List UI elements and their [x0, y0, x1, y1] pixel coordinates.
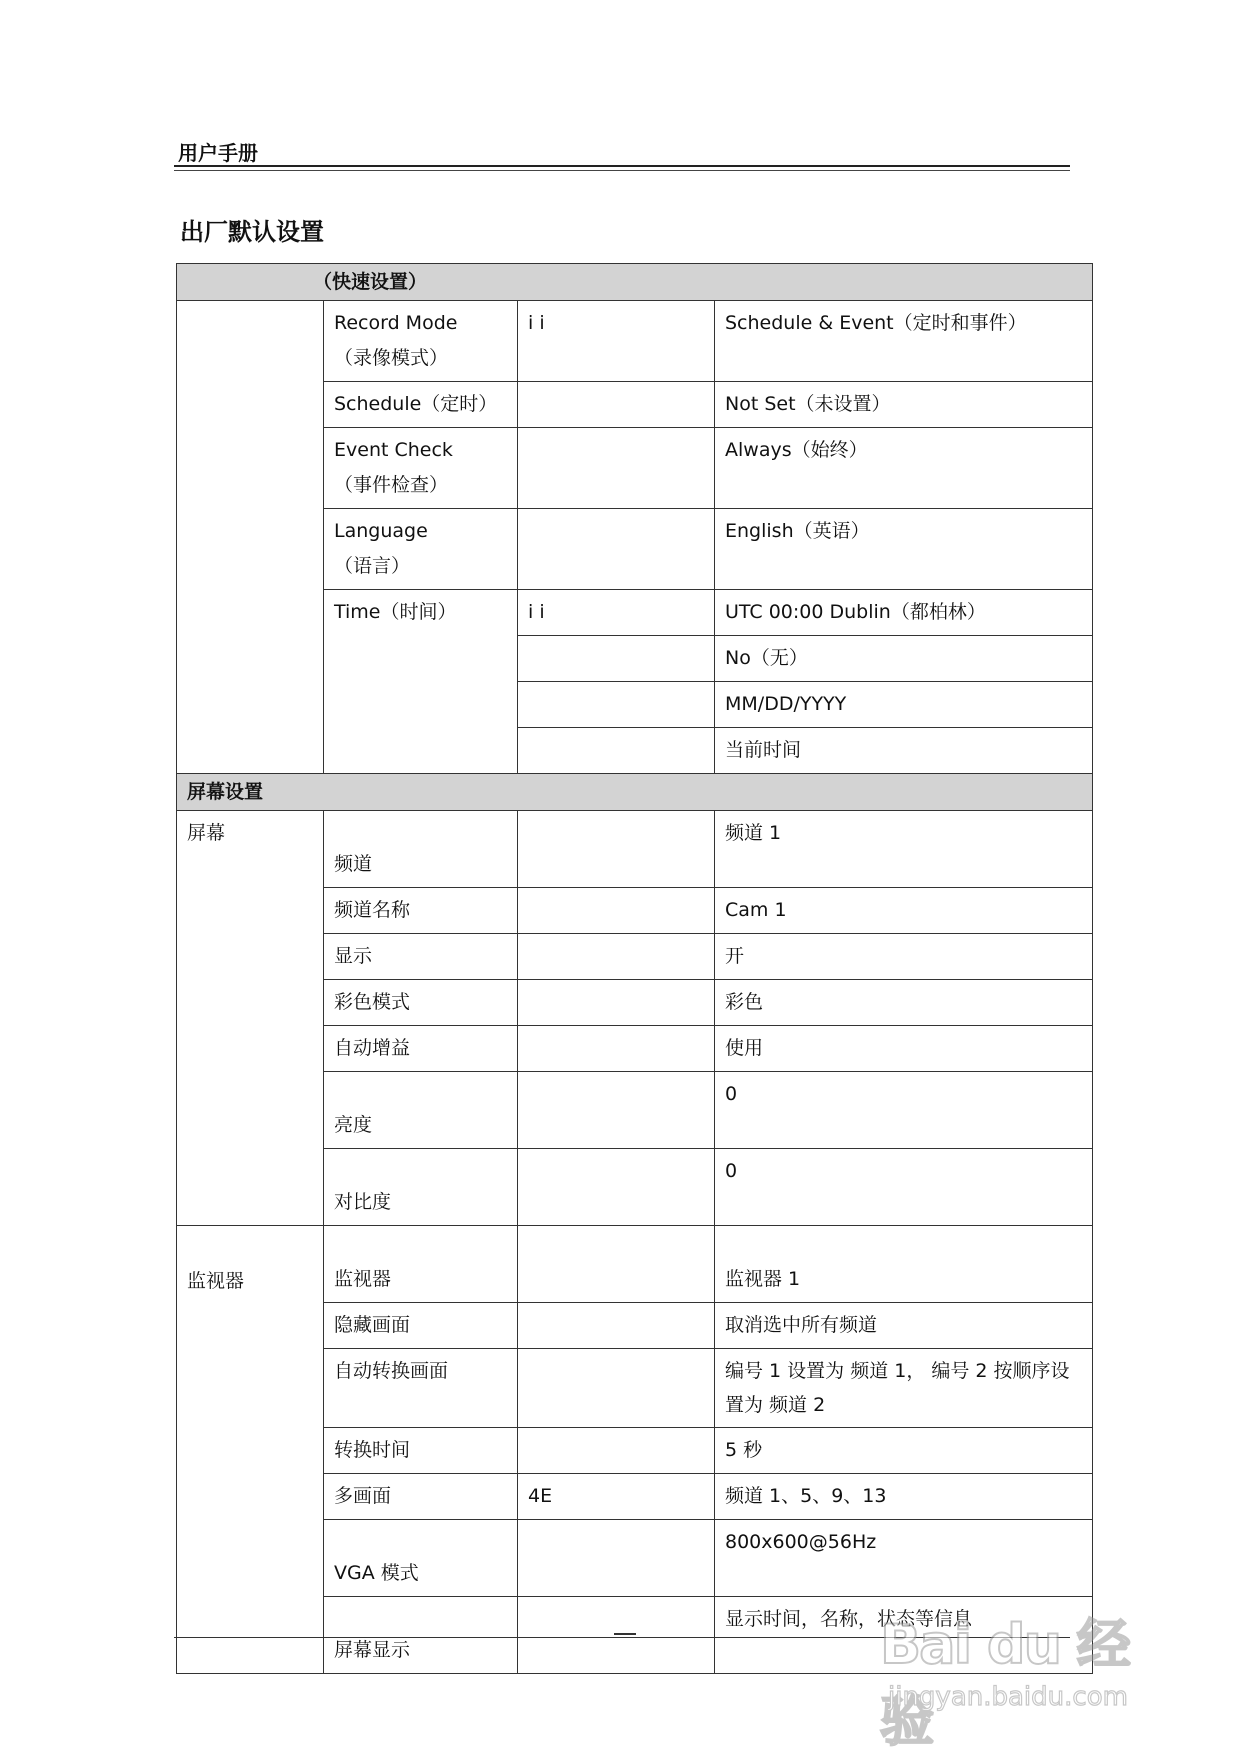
record-mode-label: Record Mode （录像模式） [324, 301, 518, 382]
monitor-group-label: 监视器 [177, 1226, 324, 1674]
channel-label: 频道 [324, 811, 518, 888]
record-mode-value: Schedule & Event（定时和事件） [715, 301, 1093, 382]
watermark [880, 1592, 1180, 1753]
osd-value: 显示时间，名称，状态等信息 [715, 1597, 1093, 1674]
header-rule [174, 165, 1070, 167]
switch-time-value: 5 秒 [715, 1428, 1093, 1474]
auto-switch-value: 编号 1 设置为 频道 1， 编号 2 按顺序设置为 频道 2 [715, 1349, 1093, 1428]
vga-mode-value: 800x600@56Hz [715, 1520, 1093, 1597]
record-mode-mid: i i [518, 301, 715, 382]
display-value: 开 [715, 934, 1093, 980]
baidu-logo: Bai du 经验 [880, 1613, 1129, 1753]
brightness-label: 亮度 [324, 1072, 518, 1149]
color-mode-value: 彩色 [715, 980, 1093, 1026]
time-date-format-value: MM/DD/YYYY [715, 682, 1093, 728]
multi-screen-value: 频道 1、5、9、13 [715, 1474, 1093, 1520]
header-rule-thin [174, 170, 1070, 171]
switch-time-label: 转换时间 [324, 1428, 518, 1474]
contrast-value: 0 [715, 1149, 1093, 1226]
schedule-value: Not Set（未设置） [715, 382, 1093, 428]
time-label: Time（时间） [324, 590, 518, 774]
event-check-value: Always（始终） [715, 428, 1093, 509]
time-current-value: 当前时间 [715, 728, 1093, 774]
channel-name-value: Cam 1 [715, 888, 1093, 934]
table-row [177, 811, 1093, 888]
time-zone-value: UTC 00:00 Dublin（都柏林） [715, 590, 1093, 636]
auto-switch-label: 自动转换画面 [324, 1349, 518, 1428]
footer-page-mark [614, 1633, 636, 1635]
monitor-label: 监视器 [324, 1226, 518, 1303]
language-label: Language （语言） [324, 509, 518, 590]
event-check-label: Event Check （事件检查） [324, 428, 518, 509]
quick-setup-header-row [177, 264, 1093, 301]
contrast-label: 对比度 [324, 1149, 518, 1226]
screen-settings-heading: 屏幕设置 [177, 774, 1093, 811]
quick-group-cell [177, 301, 324, 774]
time-mid: i i [518, 590, 715, 636]
auto-gain-label: 自动增益 [324, 1026, 518, 1072]
running-header: 用户手册 [178, 141, 258, 165]
multi-screen-label: 多画面 [324, 1474, 518, 1520]
section-title: 出厂默认设置 [180, 218, 324, 246]
table-row [177, 301, 1093, 382]
time-dst-value: No（无） [715, 636, 1093, 682]
auto-gain-value: 使用 [715, 1026, 1093, 1072]
multi-screen-mid: 4E [518, 1474, 715, 1520]
watermark-url: jingyan.baidu.com [888, 1682, 1128, 1712]
channel-name-label: 频道名称 [324, 888, 518, 934]
defaults-table [176, 263, 1093, 1674]
vga-mode-label: VGA 模式 [324, 1520, 518, 1597]
table-row [177, 1226, 1093, 1303]
hide-screen-value: 取消选中所有频道 [715, 1303, 1093, 1349]
screen-group-label: 屏幕 [177, 811, 324, 1226]
screen-settings-header-row [177, 774, 1093, 811]
color-mode-label: 彩色模式 [324, 980, 518, 1026]
schedule-label: Schedule（定时） [324, 382, 518, 428]
channel-value: 频道 1 [715, 811, 1093, 888]
language-value: English（英语） [715, 509, 1093, 590]
hide-screen-label: 隐藏画面 [324, 1303, 518, 1349]
display-label: 显示 [324, 934, 518, 980]
quick-setup-heading: （快速设置） [177, 264, 1093, 301]
brightness-value: 0 [715, 1072, 1093, 1149]
monitor-value: 监视器 1 [715, 1226, 1093, 1303]
osd-label: 屏幕显示 [324, 1597, 518, 1674]
